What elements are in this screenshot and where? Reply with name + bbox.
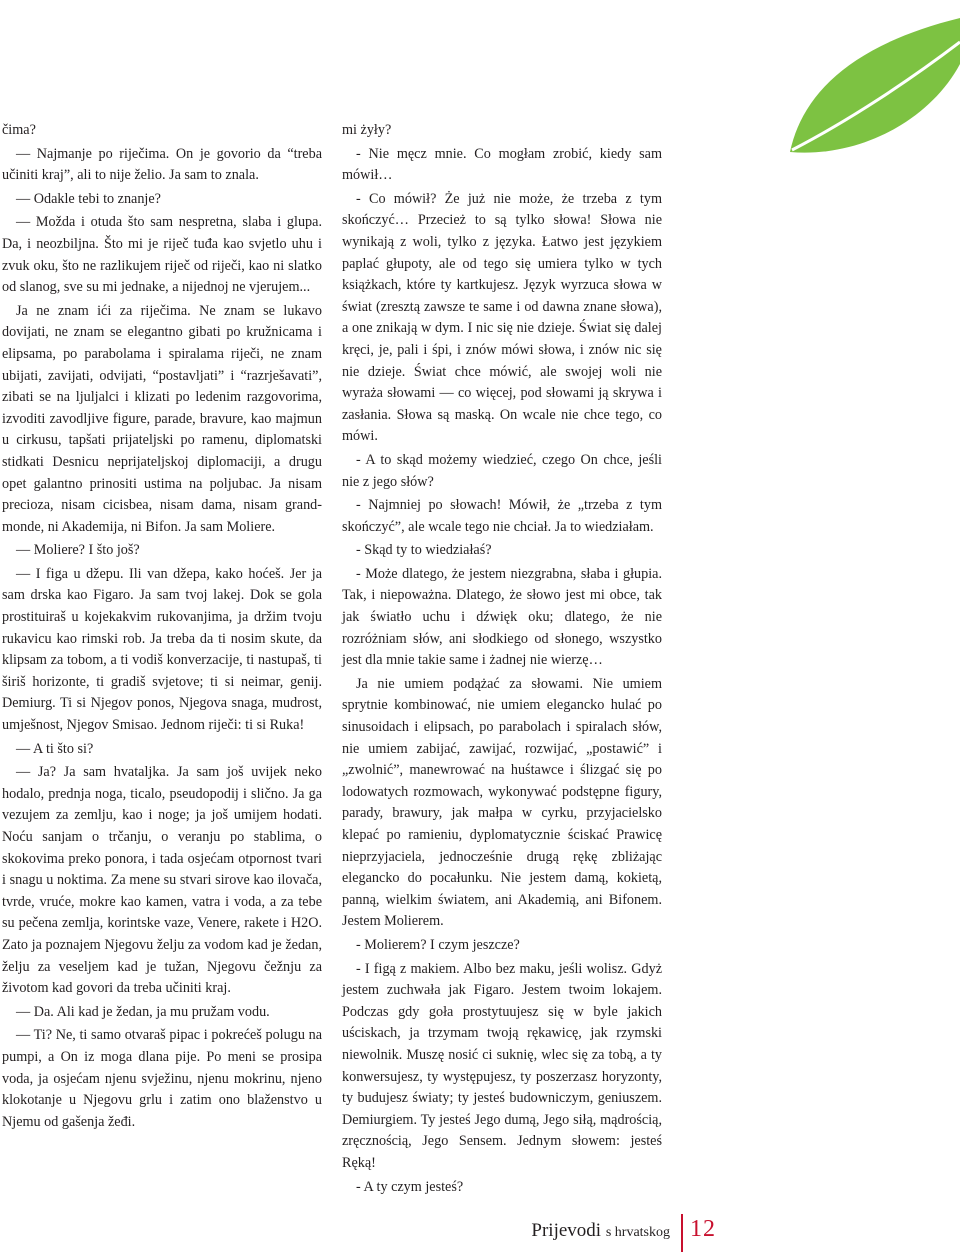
leaf-shape <box>790 18 960 153</box>
paragraph: - Co mówił? Że już nie może, że trzeba z tym skończyć… Przecież to są tylko słowa! Słowa nie wynikają z woli, tylko z języka. Łatwo jest językiem paplać głupoty, ale od tego się umiera tylko w tych książkach, które ty kartkujesz. Język wyrzuca słowa w świat (zresztą zawsze te same i od dawna znane słowa), a one znikają w dym. I nic się nie dzieje. Świat się dalej kręci, je, pali i śpi, i znów mówi słowa, i znów nic się nie dzieje. Świat chce mówić, ale swojej woli nie wyraża słowami — co więcej, pod słowami ją skrywa i zasłania. Słowa są maską. On wcale nie chce tego, co mówi. <box>342 190 662 445</box>
paragraph: — Moliere? I što još? <box>16 542 140 559</box>
paragraph: - Nie męcz mnie. Co mogłam zrobić, kiedy sam mówił… <box>342 145 662 184</box>
footer-subtitle: s hrvatskog <box>605 1225 670 1240</box>
paragraph: - Najmniej po słowach! Mówił, że „trzeba z tym skończyć”, ale wcale tego nie chciał. Ja to wiedziałam. <box>342 497 662 535</box>
paragraph: — Odakle tebi to znanje? <box>16 190 161 207</box>
left-column-croatian <box>2 120 322 1135</box>
paragraph: - A ty czym jesteś? <box>356 1178 464 1195</box>
paragraph: — A ti što si? <box>16 740 94 757</box>
paragraph: — Ti? Ne, ti samo otvaraš pipac i pokrećeš polugu na pumpi, a On iz moga dlana pije. Po meni se prosipa voda, ja osjećam njenu svježinu, njenu mokrinu, njeno klokotanje u Njegovu grlu i zatim ono blaženstvo u Njemu od gašenja žeđi. <box>2 1027 322 1130</box>
paragraph: - A to skąd możemy wiedzieć, czego On chce, jeśli nie z jego słów? <box>342 451 662 490</box>
paragraph: - Może dlatego, że jestem niezgrabna, słaba i głupia. Tak, i niepoważna. Dlatego, że słowo jest mi obce, tak jak światło uchu i dźwięk oku; dlatego, że nie rozróżniam słów, ani słodkiego od słonego, wszystko jest dla mnie takie same i żadnej nie wierzę… <box>342 565 662 669</box>
right-column-polish <box>342 120 662 1200</box>
paragraph: — Možda i otuda što sam nespretna, slaba i glupa. Da, i neozbiljna. Što mi je riječ tuđa kao svjetlo uhu i zvuk oku, što ne razlikujem riječ od riječi, kao ni slatko od slanog, sve su mi jednake, a nijednoj ne vjerujem... <box>2 214 322 296</box>
paragraph: Ja nie umiem podążać za słowami. Nie umiem sprytnie kombinować, nie umiem elegancko hulać po sinusoidach i elipsach, po parabolach i spiralach słów, nie umiem zabijać, zawijać, rozwijać, „postawić” i „zwolnić”, manewrować na huśtawce i ślizgać się po lodowatych rozmowach, wykonywać podstępne figury, parady, brawury, jak małpa w cyrku, przyjacielsko klepać po ramieniu, dyplomatycznie ściskać Prawicę nieprzyjaciela, jednocześnie drugą rękę zbliżając elegancko do pocałunku. Nie jestem damą, kokietą, panną, wielkim światem, ani Akademią, ani Bifonem. Jestem Molierem. <box>342 675 662 930</box>
paragraph: - Skąd ty to wiedziałaś? <box>356 542 492 559</box>
paragraph: mi żyły? <box>342 122 392 138</box>
page-footer <box>500 1208 960 1254</box>
paragraph: čima? <box>2 122 36 138</box>
paragraph: — Da. Ali kad je žedan, ja mu pružam vodu. <box>16 1003 270 1020</box>
paragraph: - I figą z makiem. Albo bez maku, jeśli wolisz. Gdyż jestem zuchwała jak Figaro. Jestem twoim lokajem. Podczas gdy goła prostytuujesz się w byle jakich uściskach, ja trzymam twoją rękawicę, jak rzymski niewolnik. Muszę nosić ci suknię, wlec się za tobą, a ty konwersujesz, ty występujesz, ty poszerzasz horyzonty, ty budujesz światy; ty jesteś budowniczym, geniuszem. Demiurgiem. Ty jesteś Jego dumą, Jego siłą, mądrością, zręcznością, Jego Sensem. Jednym słowem: jesteś Ręką! <box>342 960 662 1171</box>
paragraph: — Najmanje po riječima. On je govorio da “treba učiniti kraj”, ali to nije želio. Ja sam to znala. <box>2 145 322 184</box>
paragraph: - Molierem? I czym jeszcze? <box>356 936 520 953</box>
footer-title: Prijevodi <box>531 1220 602 1241</box>
footer-section-title <box>531 1220 670 1242</box>
paragraph: — I figa u džepu. Ili van džepa, kako hoćeš. Jer ja sam drska kao Figaro. Ja sam tvoj lakej. Dok se gola prostituiraš u kojekakvim rukovanjima, ja držim tvoju rukavicu kao rimski rob. Ja treba da ti nosim skute, da klipsam za tobom, a ti vodiš konverzacije, ti nastupaš, ti širiš horizonte, ti gradiš svjetove; ti si neimar, genij. Demiurg. Ti si Njegov ponos, Njegova snaga, mudrost, umješnost, Njegov Smisao. Jednom riječi: ti si Ruka! <box>2 565 322 734</box>
footer-divider <box>681 1214 683 1252</box>
page-number: 12 <box>690 1216 716 1242</box>
paragraph: — Ja? Ja sam hvataljka. Ja sam još uvijek neko hodalo, prednja noga, ticalo, pseudopodij i slično. Ja ga vezujem za zemlju, kao i noge; ja još umijem hodati. Noću sanjam o trčanju, o veranju po stablima, o skokovima preko ponora, i tada osjećam otpornost tvari i snagu u noktima. Za mene su stvari sirove kao ilovača, tvrde, vruće, mokre kao kamen, vatra i voda, a za tebe su pečena zemlja, korintske vaze, Venere, rakete i H2O. Zato ja poznajem Njegovu želju za vodom kad je žedan, želju za veseljem kad je tužan, Njegovu čežnju za životom kad govori da treba učiniti kraj. <box>2 764 322 997</box>
paragraph: Ja ne znam ići za riječima. Ne znam se lukavo dovijati, ne znam se elegantno gibati po kružnicama i elipsama, po parabolama i spiralama riječi, ne znam ubijati, zavijati, odvijati, “postavljati” i “razrješavati”, zibati se na ljuljalci i klizati po ledenim razgovorima, izvoditi zavodljive figure, parade, bravure, kao majmun u cirkusu, tapšati prijateljski po ramenu, diplomatski stidkati Desnicu neprijateljskoj diplomaciji, a drugu opet galantno prinositi ustima na poljubac. Ja nisam precioza, nisam cicisbea, nisam dama, nisam grand-monde, ni Akademija, ni Bifon. Ja sam Moliere. <box>2 302 322 535</box>
leaf-logo <box>780 0 960 160</box>
